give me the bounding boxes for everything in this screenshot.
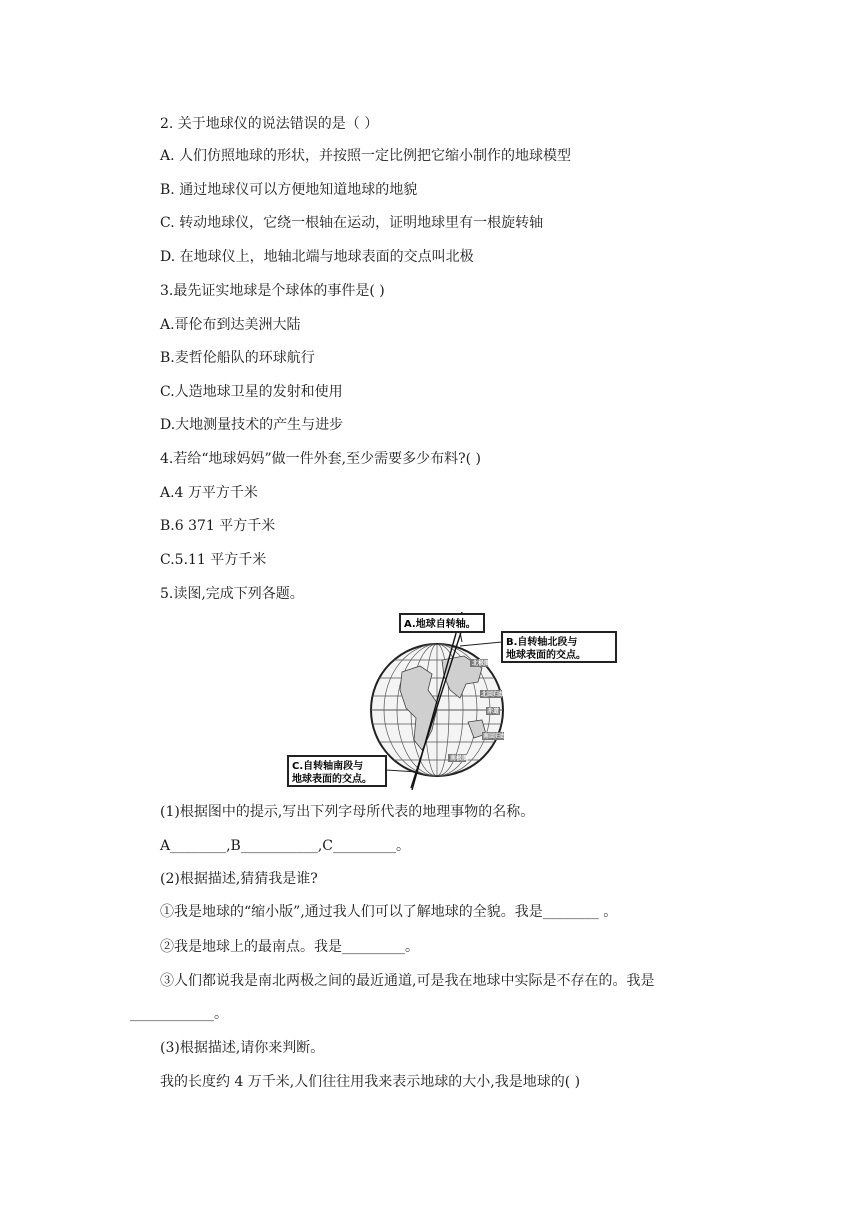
callout-b xyxy=(460,632,616,662)
label-tropic-capricorn: 南回归线 xyxy=(483,733,508,740)
label-equator: 赤道 xyxy=(487,708,500,715)
q2-stem: 2. 关于地球仪的说法错误的是（ ） xyxy=(160,116,379,132)
q4-stem: 4.若给“地球妈妈”做一件外套,至少需要多少布料?( ) xyxy=(160,451,482,467)
svg-text:地球表面的交点。: 地球表面的交点。 xyxy=(292,774,372,785)
q5-sub1-blanks: A________,B___________,C_________。 xyxy=(160,838,411,854)
q4-option-c: C.5.11 平方千米 xyxy=(160,552,267,568)
q3-option-a: A.哥伦布到达美洲大陆 xyxy=(160,317,301,333)
q5-sub3-text: 我的长度约 4 万千米,人们往往用我来表示地球的大小,我是地球的( ) xyxy=(160,1074,581,1090)
q5-sub1: (1)根据图中的提示,写出下列字母所代表的地理事物的名称。 xyxy=(160,804,535,820)
q4-option-a: A.4 万平方千米 xyxy=(160,485,258,501)
q5-sub2-item3-cont: ____________。 xyxy=(130,1006,228,1022)
svg-text:B.自转轴北段与: B.自转轴北段与 xyxy=(506,637,578,648)
svg-text:A.地球自转轴。: A.地球自转轴。 xyxy=(404,619,476,630)
label-antarctic-circle: 南极圈 xyxy=(450,755,469,762)
q5-sub2-item3: ③人们都说我是南北两极之间的最近通道,可是我在地球中实际是不存在的。我是 xyxy=(160,973,655,989)
q3-option-b: B.麦哲伦船队的环球航行 xyxy=(160,350,315,366)
q3-stem: 3.最先证实地球是个球体的事件是( ) xyxy=(160,283,385,299)
q4-option-b: B.6 371 平方千米 xyxy=(160,518,276,534)
q5-stem: 5.读图,完成下列各题。 xyxy=(160,586,304,602)
label-tropic-cancer: 北回归线 xyxy=(481,691,506,698)
q3-option-d: D.大地测量技术的产生与进步 xyxy=(160,417,344,433)
q2-option-a: A. 人们仿照地球的形状，并按照一定比例把它缩小制作的地球模型 xyxy=(160,148,572,164)
q2-option-c: C. 转动地球仪，它绕一根轴在运动，证明地球里有一根旋转轴 xyxy=(160,215,544,231)
q3-option-c: C.人造地球卫星的发射和使用 xyxy=(160,384,343,400)
callout-a xyxy=(400,614,484,642)
svg-text:C.自转轴南段与: C.自转轴南段与 xyxy=(292,761,364,772)
q5-sub2-item1: ①我是地球的“缩小版”,通过我人们可以了解地球的全貌。我是________ 。 xyxy=(160,904,618,920)
globe-figure xyxy=(282,612,622,790)
label-arctic-circle: 北极圈 xyxy=(472,660,491,667)
svg-text:地球表面的交点。: 地球表面的交点。 xyxy=(506,650,586,661)
q2-option-d: D. 在地球仪上，地轴北端与地球表面的交点叫北极 xyxy=(160,249,474,265)
q5-sub3: (3)根据描述,请你来判断。 xyxy=(160,1040,325,1056)
globe-sphere xyxy=(367,612,507,790)
q5-sub2-item2: ②我是地球上的最南点。我是_________。 xyxy=(160,939,419,955)
q2-option-b: B. 通过地球仪可以方便地知道地球的地貌 xyxy=(160,182,418,198)
q5-sub2: (2)根据描述,猜猜我是谁? xyxy=(160,871,318,887)
